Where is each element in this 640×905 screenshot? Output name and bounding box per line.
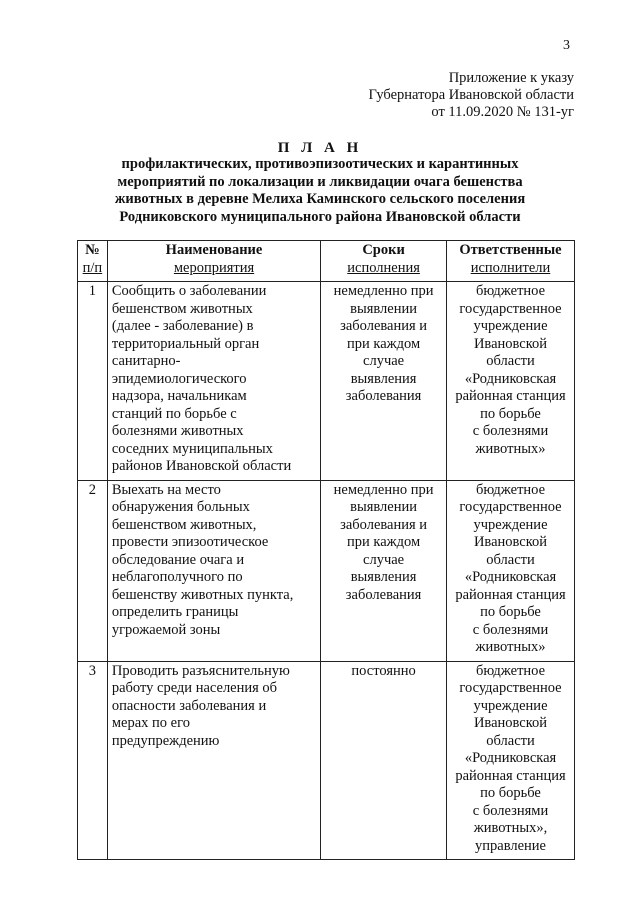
subtitle-line: животных в деревне Мелиха Каминского сельского поселения [114, 191, 526, 207]
header-line: Наименование [165, 242, 263, 258]
responsible-executors-line: области [486, 732, 535, 749]
activity-name-line: бешенством животных [111, 300, 253, 317]
execution-term-line: заболевания [345, 388, 422, 404]
responsible-executors-line: с болезнями [472, 423, 549, 439]
activity-name-line: опасности заболевания и [111, 697, 267, 714]
responsible-executors-line: государственное [459, 499, 562, 515]
execution-term-line: выявления [350, 569, 417, 585]
execution-term-line: случае [363, 353, 405, 369]
header-line: исполнители [470, 259, 551, 276]
activity-name-line: угрожаемой зоны [111, 621, 221, 638]
header-line: п/п [82, 259, 103, 276]
execution-term-line: выявлении [350, 300, 418, 317]
responsible-executors-line: «Родниковская [464, 370, 557, 387]
activity-name-line: предупреждению [111, 732, 220, 749]
execution-term [321, 661, 447, 860]
page-number: 3 [563, 38, 570, 53]
header-line: № [85, 242, 100, 258]
responsible-executors-line: по борьбе [480, 785, 541, 801]
plan-table [77, 240, 575, 860]
responsible-executors-line: государственное [459, 680, 562, 696]
responsible-executors-line: животных», [473, 820, 548, 836]
appendix-line: Губернатора Ивановской области [368, 87, 574, 103]
activity-name-line: районов Ивановской области [111, 458, 292, 474]
responsible-executors-line: бюджетное [475, 283, 546, 299]
responsible-executors-line: государственное [459, 300, 562, 317]
execution-term-line: заболевания и [340, 516, 428, 533]
activity-name-line: бешенством животных, [111, 516, 257, 533]
responsible-executors-line: бюджетное [475, 481, 546, 498]
appendix-reference [0, 70, 574, 121]
execution-term-line: выявления [350, 370, 417, 387]
appendix-line: Приложение к указу [448, 70, 574, 86]
activity-name-line: неблагополучного по [111, 569, 243, 585]
responsible-executors-line: учреждение [473, 697, 548, 714]
row-number: 1 [78, 282, 108, 481]
header-line: мероприятия [173, 259, 255, 276]
header-line: исполнения [347, 259, 420, 276]
responsible-executors-line: учреждение [473, 318, 548, 334]
plan-subtitle [0, 156, 640, 226]
activity-name-line: обследование очага и [111, 551, 245, 568]
activity-name [107, 661, 320, 860]
header-num [78, 241, 108, 282]
execution-term [321, 282, 447, 481]
execution-term-line: немедленно при [333, 481, 434, 498]
responsible-executors-line: бюджетное [475, 662, 546, 679]
responsible-executors-line: Ивановской [473, 534, 548, 550]
responsible-executors-line: Ивановской [473, 335, 548, 352]
header-name [107, 241, 320, 282]
execution-term-line: при каждом [346, 534, 421, 550]
plan-title: П Л А Н [277, 140, 363, 156]
activity-name-line: (далее - заболевание) в [111, 318, 254, 334]
activity-name-line: мерах по его [111, 715, 190, 731]
activity-name-line: надзора, начальникам [111, 388, 247, 404]
subtitle-line: Родниковского муниципального района Ивановской области [119, 208, 521, 225]
table-row [78, 282, 575, 481]
activity-name-line: провести эпизоотическое [111, 534, 269, 550]
subtitle-line: профилактических, противоэпизоотических и карантинных [121, 156, 519, 172]
activity-name-line: Сообщить о заболевании [111, 283, 267, 299]
activity-name-line: болезнями животных [111, 423, 244, 439]
header-term [321, 241, 447, 282]
responsible-executors-line: «Родниковская [464, 569, 557, 585]
activity-name-line: санитарно- [111, 353, 181, 369]
table-row [78, 480, 575, 661]
responsible-executors [447, 661, 575, 860]
responsible-executors-line: управление [475, 837, 546, 854]
activity-name-line: Проводить разъяснительную [111, 662, 290, 679]
responsible-executors [447, 480, 575, 661]
subtitle-line: мероприятий по локализации и ликвидации очага бешенства [117, 173, 523, 190]
responsible-executors-line: Ивановской [473, 715, 548, 731]
activity-name [107, 480, 320, 661]
responsible-executors-line: учреждение [473, 516, 548, 533]
header-line: Сроки [362, 242, 405, 258]
execution-term-line: при каждом [346, 335, 421, 352]
responsible-executors-line: «Родниковская [464, 750, 557, 766]
activity-name-line: соседних муниципальных [111, 440, 273, 457]
activity-name [107, 282, 320, 481]
table-header-row [78, 241, 575, 282]
activity-name-line: станций по борьбе с [111, 405, 237, 422]
execution-term [321, 480, 447, 661]
responsible-executors-line: районная станция [455, 767, 566, 784]
row-number: 3 [78, 661, 108, 860]
activity-name-line: бешенству животных пункта, [111, 586, 294, 603]
responsible-executors-line: с болезнями [472, 621, 549, 638]
execution-term-line: заболевания и [340, 318, 428, 334]
activity-name-line: территориальный орган [111, 335, 260, 352]
activity-name-line: работу среди населения об [111, 680, 278, 696]
table-row [78, 661, 575, 860]
activity-name-line: эпидемиологического [111, 370, 247, 387]
responsible-executors-line: животных» [475, 639, 546, 655]
header-resp [447, 241, 575, 282]
responsible-executors-line: районная станция [455, 388, 566, 404]
responsible-executors-line: животных» [475, 440, 546, 457]
responsible-executors [447, 282, 575, 481]
execution-term-line: заболевания [345, 586, 422, 603]
row-number: 2 [78, 480, 108, 661]
responsible-executors-line: области [486, 551, 535, 568]
responsible-executors-line: по борьбе [480, 405, 541, 422]
responsible-executors-line: по борьбе [480, 604, 541, 620]
table-body [78, 282, 575, 860]
execution-term-line: случае [363, 551, 405, 568]
activity-name-line: определить границы [111, 604, 239, 620]
execution-term-line: немедленно при [333, 283, 434, 299]
responsible-executors-line: с болезнями [472, 802, 549, 819]
responsible-executors-line: области [486, 353, 535, 369]
activity-name-line: обнаружения больных [111, 499, 250, 515]
responsible-executors-line: районная станция [455, 586, 566, 603]
activity-name-line: Выехать на место [111, 481, 221, 498]
appendix-line: от 11.09.2020 № 131-уг [431, 104, 574, 120]
execution-term-line: постоянно [351, 662, 416, 679]
execution-term-line: выявлении [350, 499, 418, 515]
header-line: Ответственные [459, 242, 562, 258]
